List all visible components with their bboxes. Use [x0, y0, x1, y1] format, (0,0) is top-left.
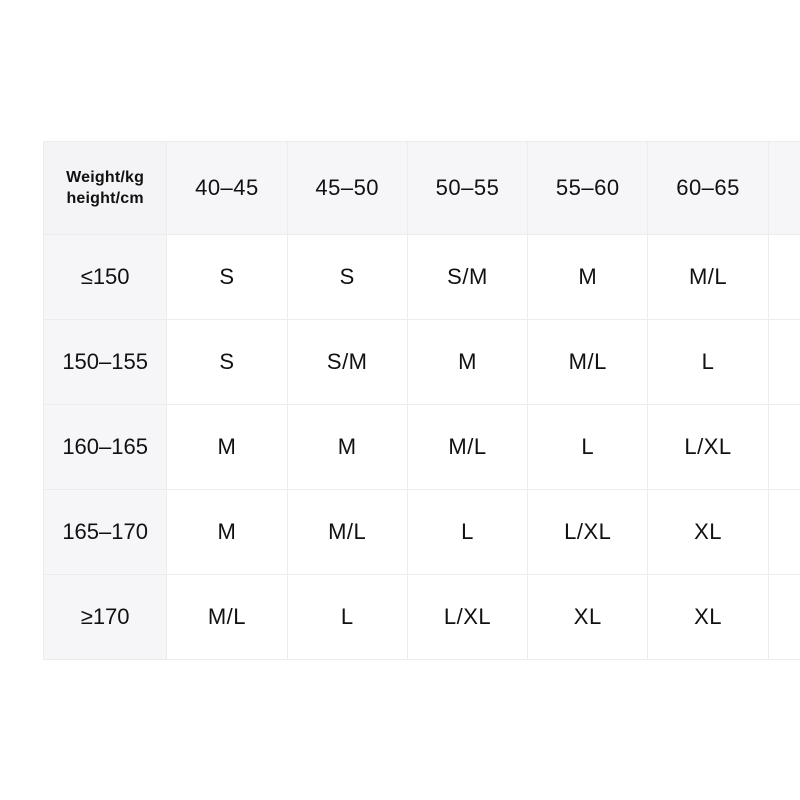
table-row — [44, 235, 800, 320]
size-cell: S — [287, 235, 407, 320]
height-row-header: 165–170 — [44, 490, 167, 575]
size-cell-cutoff — [768, 490, 800, 575]
size-cell: M — [528, 235, 648, 320]
size-cell: M — [167, 490, 287, 575]
header-row — [44, 142, 800, 235]
size-cell-cutoff — [768, 405, 800, 490]
size-cell: M/L — [167, 575, 287, 660]
table-row — [44, 490, 800, 575]
size-cell: L/XL — [407, 575, 527, 660]
size-cell: M/L — [648, 235, 768, 320]
table-row — [44, 405, 800, 490]
size-cell: XL — [648, 575, 768, 660]
weight-column-header: 60–65 — [648, 142, 768, 235]
size-cell: XL — [528, 575, 648, 660]
size-table — [43, 141, 800, 660]
height-row-header: 160–165 — [44, 405, 167, 490]
size-cell: S — [167, 235, 287, 320]
size-cell: M/L — [287, 490, 407, 575]
height-row-header: ≤150 — [44, 235, 167, 320]
table-row — [44, 575, 800, 660]
weight-column-header: 45–50 — [287, 142, 407, 235]
weight-column-header: 50–55 — [407, 142, 527, 235]
size-cell: S — [167, 320, 287, 405]
size-cell: M/L — [407, 405, 527, 490]
size-cell: L — [287, 575, 407, 660]
size-cell: M — [167, 405, 287, 490]
size-cell-cutoff — [768, 320, 800, 405]
table-row — [44, 320, 800, 405]
height-row-header: 150–155 — [44, 320, 167, 405]
size-cell-cutoff — [768, 575, 800, 660]
weight-column-header: 40–45 — [167, 142, 287, 235]
corner-weight-label: Weight/kg — [66, 169, 145, 186]
corner-height-label: height/cm — [66, 190, 144, 207]
size-cell: M — [407, 320, 527, 405]
corner-header — [44, 142, 167, 235]
size-cell: S/M — [287, 320, 407, 405]
size-cell: L/XL — [648, 405, 768, 490]
size-cell: S/M — [407, 235, 527, 320]
weight-column-header: 55–60 — [528, 142, 648, 235]
size-cell: L — [648, 320, 768, 405]
height-row-header: ≥170 — [44, 575, 167, 660]
size-cell: M/L — [528, 320, 648, 405]
size-cell: L/XL — [528, 490, 648, 575]
size-cell: XL — [648, 490, 768, 575]
size-cell: M — [287, 405, 407, 490]
weight-column-header-cutoff — [768, 142, 800, 235]
size-cell: L — [528, 405, 648, 490]
size-cell: L — [407, 490, 527, 575]
size-cell-cutoff — [768, 235, 800, 320]
